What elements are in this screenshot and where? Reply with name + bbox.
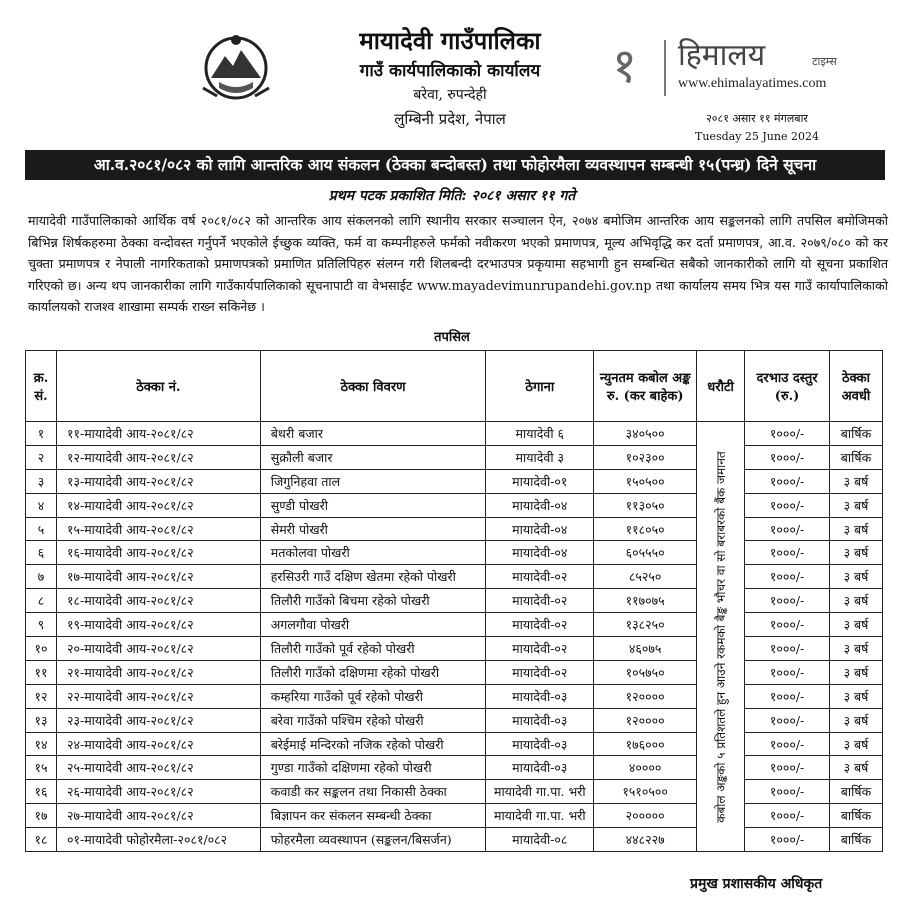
table-row (26, 684, 883, 708)
cell-period: ३ बर्ष (829, 589, 882, 613)
cell-min-bid: ४६०७५ (594, 637, 697, 661)
signatory-title: प्रमुख प्रशासकीय अधिकृत (690, 876, 823, 892)
cell-contract-no: १३-मायादेवी आय-२०८१/८२ (56, 469, 260, 493)
logo-divider (664, 40, 666, 96)
cell-min-bid: १५१०५०० (594, 780, 697, 804)
cell-min-bid: १५०५०० (594, 469, 697, 493)
cell-period: ३ बर्ष (829, 708, 882, 732)
cell-min-bid: १३८२५० (594, 613, 697, 637)
cell-address: मायादेवी-०३ (486, 684, 594, 708)
cell-fee: १०००/- (745, 637, 830, 661)
table-row (26, 589, 883, 613)
cell-address: मायादेवी-०३ (486, 708, 594, 732)
table-row (26, 756, 883, 780)
cell-contract-no: ११-मायादेवी आय-२०८१/८२ (56, 422, 260, 446)
cell-sn: १५ (26, 756, 57, 780)
office-name: मायादेवी गाउँपालिका (359, 26, 541, 55)
table-row (26, 422, 883, 446)
cell-contract-no: १७-मायादेवी आय-२०८१/८२ (56, 565, 260, 589)
cell-address: मायादेवी-०४ (486, 493, 594, 517)
cell-description: जिगुनिहवा ताल (260, 469, 486, 493)
cell-address: मायादेवी-०२ (486, 589, 594, 613)
cell-address: मायादेवी-०२ (486, 613, 594, 637)
cell-min-bid: ११३०५० (594, 493, 697, 517)
cell-description: फोहरमैला व्यवस्थापन (सङ्कलन/बिसर्जन) (260, 828, 486, 852)
cell-contract-no: १६-मायादेवी आय-२०८१/८२ (56, 541, 260, 565)
newspaper-website: www.ehimalayatimes.com (678, 76, 827, 91)
newspaper-subname: टाइम्स (812, 55, 837, 68)
cell-period: ३ बर्ष (829, 613, 882, 637)
cell-period: बार्षिक (829, 828, 882, 852)
cell-contract-no: २०-मायादेवी आय-२०८१/८२ (56, 637, 260, 661)
cell-fee: १०००/- (745, 732, 830, 756)
cell-contract-no: २२-मायादेवी आय-२०८१/८२ (56, 684, 260, 708)
cell-min-bid: ११८०५० (594, 517, 697, 541)
cell-period: ३ बर्ष (829, 541, 882, 565)
cell-contract-no: १८-मायादेवी आय-२०८१/८२ (56, 589, 260, 613)
cell-description: सुक्रौली बजार (260, 445, 486, 469)
cell-sn: ५ (26, 517, 57, 541)
cell-sn: १० (26, 637, 57, 661)
cell-description: तिलौरी गाउँको दक्षिणमा रहेको पोखरी (260, 660, 486, 684)
cell-min-bid: ३४०५०० (594, 422, 697, 446)
table-row (26, 541, 883, 565)
cell-address: मायादेवी-०४ (486, 541, 594, 565)
cell-fee: १०००/- (745, 828, 830, 852)
cell-address: मायादेवी-०३ (486, 732, 594, 756)
date-nepali: २०८१ असार ११ मंगलबार (706, 112, 808, 125)
cell-fee: १०००/- (745, 517, 830, 541)
cell-sn: ७ (26, 565, 57, 589)
table-row (26, 445, 883, 469)
office-sub: गाउँ कार्यपालिकाको कार्यालय (359, 61, 541, 81)
cell-sn: १२ (26, 684, 57, 708)
cell-period: ३ बर्ष (829, 684, 882, 708)
header-sn: क्र. सं. (26, 351, 57, 422)
cell-description: सुण्डी पोखरी (260, 493, 486, 517)
cell-fee: १०००/- (745, 422, 830, 446)
cell-address: मायादेवी-०८ (486, 828, 594, 852)
header-deposit: धरौटी (697, 351, 745, 422)
cell-fee: १०००/- (745, 469, 830, 493)
cell-description: तिलौरी गाउँको पूर्व रहेको पोखरी (260, 637, 486, 661)
cell-sn: २ (26, 445, 57, 469)
cell-contract-no: २३-मायादेवी आय-२०८१/८२ (56, 708, 260, 732)
cell-address: मायादेवी-०३ (486, 756, 594, 780)
page-header (0, 0, 904, 150)
first-published-date: प्रथम पटक प्रकाशित मिति: २०८१ असार ११ गते (328, 188, 576, 204)
cell-period: बार्षिक (829, 780, 882, 804)
cell-sn: १८ (26, 828, 57, 852)
cell-address: मायादेवी ३ (486, 445, 594, 469)
cell-contract-no: २१-मायादेवी आय-२०८१/८२ (56, 660, 260, 684)
cell-period: ३ बर्ष (829, 756, 882, 780)
table-header-row (26, 351, 883, 422)
cell-period: बार्षिक (829, 804, 882, 828)
cell-address: मायादेवी गा.पा. भरी (486, 804, 594, 828)
cell-min-bid: १२०००० (594, 684, 697, 708)
cell-min-bid: १२०००० (594, 708, 697, 732)
cell-min-bid: ६०५५५० (594, 541, 697, 565)
cell-fee: १०००/- (745, 708, 830, 732)
cell-sn: ३ (26, 469, 57, 493)
cell-sn: १ (26, 422, 57, 446)
cell-min-bid: ११७०७५ (594, 589, 697, 613)
table-row (26, 613, 883, 637)
cell-period: बार्षिक (829, 422, 882, 446)
publication-dates (690, 110, 824, 146)
cell-description: मतकोलवा पोखरी (260, 541, 486, 565)
cell-address: मायादेवी-०४ (486, 517, 594, 541)
cell-period: ३ बर्ष (829, 517, 882, 541)
header-address: ठेगाना (486, 351, 594, 422)
cell-description: बेथरी बजार (260, 422, 486, 446)
table-row (26, 708, 883, 732)
cell-contract-no: १५-मायादेवी आय-२०८१/८२ (56, 517, 260, 541)
table-row (26, 780, 883, 804)
page-number: १ (612, 38, 637, 94)
cell-fee: १०००/- (745, 756, 830, 780)
cell-contract-no: २७-मायादेवी आय-२०८१/८२ (56, 804, 260, 828)
cell-description: हरसिउरी गाउँ दक्षिण खेतमा रहेको पोखरी (260, 565, 486, 589)
newspaper-name: हिमालय (678, 38, 766, 73)
cell-min-bid: १०२३०० (594, 445, 697, 469)
newspaper-logo (612, 36, 872, 106)
cell-address: मायादेवी गा.पा. भरी (486, 780, 594, 804)
cell-description: सेमरी पोखरी (260, 517, 486, 541)
cell-sn: ४ (26, 493, 57, 517)
cell-sn: ६ (26, 541, 57, 565)
office-province: लुम्बिनी प्रदेश, नेपाल (394, 110, 506, 128)
cell-fee: १०००/- (745, 541, 830, 565)
cell-fee: १०००/- (745, 780, 830, 804)
cell-description: गुण्डा गाउँको दक्षिणमा रहेको पोखरी (260, 756, 486, 780)
cell-contract-no: १९-मायादेवी आय-२०८१/८२ (56, 613, 260, 637)
cell-sn: ११ (26, 660, 57, 684)
cell-contract-no: २४-मायादेवी आय-२०८१/८२ (56, 732, 260, 756)
office-address: बरेवा, रुपन्देही (413, 87, 487, 103)
cell-period: ३ बर्ष (829, 565, 882, 589)
header-fee: दरभाउ दस्तुर (रु.) (745, 351, 830, 422)
cell-fee: १०००/- (745, 660, 830, 684)
contract-table (25, 350, 883, 852)
cell-min-bid: ४०००० (594, 756, 697, 780)
cell-contract-no: ०१-मायादेवी फोहोरमैला-२०८१/०८२ (56, 828, 260, 852)
cell-min-bid: १७६००० (594, 732, 697, 756)
table-row (26, 828, 883, 852)
cell-description: बरेईमाई मन्दिरको नजिक रहेको पोखरी (260, 732, 486, 756)
cell-min-bid: १०५७५० (594, 660, 697, 684)
nepal-emblem-icon (197, 30, 275, 102)
table-row (26, 637, 883, 661)
office-block (300, 24, 600, 132)
cell-contract-no: १४-मायादेवी आय-२०८१/८२ (56, 493, 260, 517)
cell-contract-no: २५-मायादेवी आय-२०८१/८२ (56, 756, 260, 780)
table-row (26, 469, 883, 493)
cell-period: ३ बर्ष (829, 732, 882, 756)
table-body (26, 422, 883, 852)
cell-period: बार्षिक (829, 445, 882, 469)
cell-sn: १६ (26, 780, 57, 804)
cell-sn: १७ (26, 804, 57, 828)
header-description: ठेक्का विवरण (260, 351, 486, 422)
cell-contract-no: १२-मायादेवी आय-२०८१/८२ (56, 445, 260, 469)
cell-sn: ९ (26, 613, 57, 637)
cell-min-bid: २००००० (594, 804, 697, 828)
cell-fee: १०००/- (745, 589, 830, 613)
header-period: ठेक्का अवधी (829, 351, 882, 422)
table-row (26, 493, 883, 517)
table-row (26, 565, 883, 589)
cell-description: बिज्ञापन कर संकलन सम्बन्धी ठेक्का (260, 804, 486, 828)
cell-sn: १३ (26, 708, 57, 732)
table-row (26, 732, 883, 756)
cell-address: मायादेवी-०२ (486, 637, 594, 661)
table-row (26, 660, 883, 684)
cell-sn: ८ (26, 589, 57, 613)
cell-min-bid: ४४८२२७ (594, 828, 697, 852)
cell-fee: १०००/- (745, 445, 830, 469)
header-contract-no: ठेक्का नं. (56, 351, 260, 422)
cell-fee: १०००/- (745, 493, 830, 517)
header-min-bid: न्युनतम कबोल अङ्क रु. (कर बाहेक) (594, 351, 697, 422)
cell-period: ३ बर्ष (829, 637, 882, 661)
cell-period: ३ बर्ष (829, 493, 882, 517)
cell-fee: १०००/- (745, 613, 830, 637)
cell-sn: १४ (26, 732, 57, 756)
cell-deposit (697, 422, 745, 852)
cell-description: बरेवा गाउँको पश्चिम रहेको पोखरी (260, 708, 486, 732)
cell-address: मायादेवी-०२ (486, 565, 594, 589)
cell-min-bid: ८५२५० (594, 565, 697, 589)
deposit-note: कबोल अङ्कको ५ प्रतिशतले हुन आउने रकमको बैङ्क भौचर वा सो बराबरको बैंक जमानत (713, 450, 728, 823)
table-row (26, 517, 883, 541)
notice-body: मायादेवी गाउँपालिकाको आर्थिक वर्ष २०८१/०८२ को आन्तरिक आय संकलनको लागि स्थानीय सरकार सञ्चालन ऐन, २०७४ बमोजिम आन्तरिक आय सङ्कलनको लागि तपसिल बमोजिमको बिभिन्न शिर्षकहरुमा ठेक्का वन्दोवस्त गर्नुपर्ने भएकोले ईच्छुक व्यक्ति, फर्म वा कम्पनीहरुले फर्मको नवीकरण भएको प्रमाणपत्र, मूल्य अभिवृद्धि कर दर्ता प्रमाणपत्र, आ.व. २०७९/०८० को कर चुक्ता प्रमाणपत्र र नेपाली नागरिकताको प्रमाणपत्रको प्रमाणित प्रतिलिपिहरु संलग्न गरी शिलबन्दी दरभाउपत्र प्रकृयामा सहभागी हुन सम्बन्धित सबैको जानकारीको लागि यो सूचना प्रकाशित गरिएको छ। अन्य थप जानकारीका लागि गाउँकार्यपालिकाको सूचनापाटी वा वेभसाईट www.mayadevimunrupandehi.gov.np तथा कार्यालय समय भित्र यस गाउँ कार्यापालिकाको कार्यालयको राजश्व शाखामा सम्पर्क राख्न सकिनेछ । (28, 213, 888, 315)
cell-fee: १०००/- (745, 684, 830, 708)
cell-period: ३ बर्ष (829, 660, 882, 684)
cell-description: अगलगौवा पोखरी (260, 613, 486, 637)
cell-fee: १०००/- (745, 565, 830, 589)
date-english: Tuesday 25 June 2024 (695, 130, 819, 143)
schedule-heading: तपसिल (434, 330, 470, 345)
cell-description: कम्हरिया गाउँको पूर्व रहेको पोखरी (260, 684, 486, 708)
cell-description: तिलौरी गाउँको बिचमा रहेको पोखरी (260, 589, 486, 613)
cell-period: ३ बर्ष (829, 469, 882, 493)
table-row (26, 804, 883, 828)
cell-address: मायादेवी-०१ (486, 469, 594, 493)
cell-fee: १०००/- (745, 804, 830, 828)
notice-title: आ.व.२०८१/०८२ को लागि आन्तरिक आय संकलन (ठेक्का बन्दोबस्त) तथा फोहोरमैला व्यवस्थापन सम्बन्धी १५(पन्ध्र) दिने सूचना (25, 150, 885, 180)
cell-address: मायादेवी ६ (486, 422, 594, 446)
cell-description: कवाडी कर सङ्कलन तथा निकासी ठेक्का (260, 780, 486, 804)
cell-contract-no: २६-मायादेवी आय-२०८१/८२ (56, 780, 260, 804)
cell-address: मायादेवी-०२ (486, 660, 594, 684)
